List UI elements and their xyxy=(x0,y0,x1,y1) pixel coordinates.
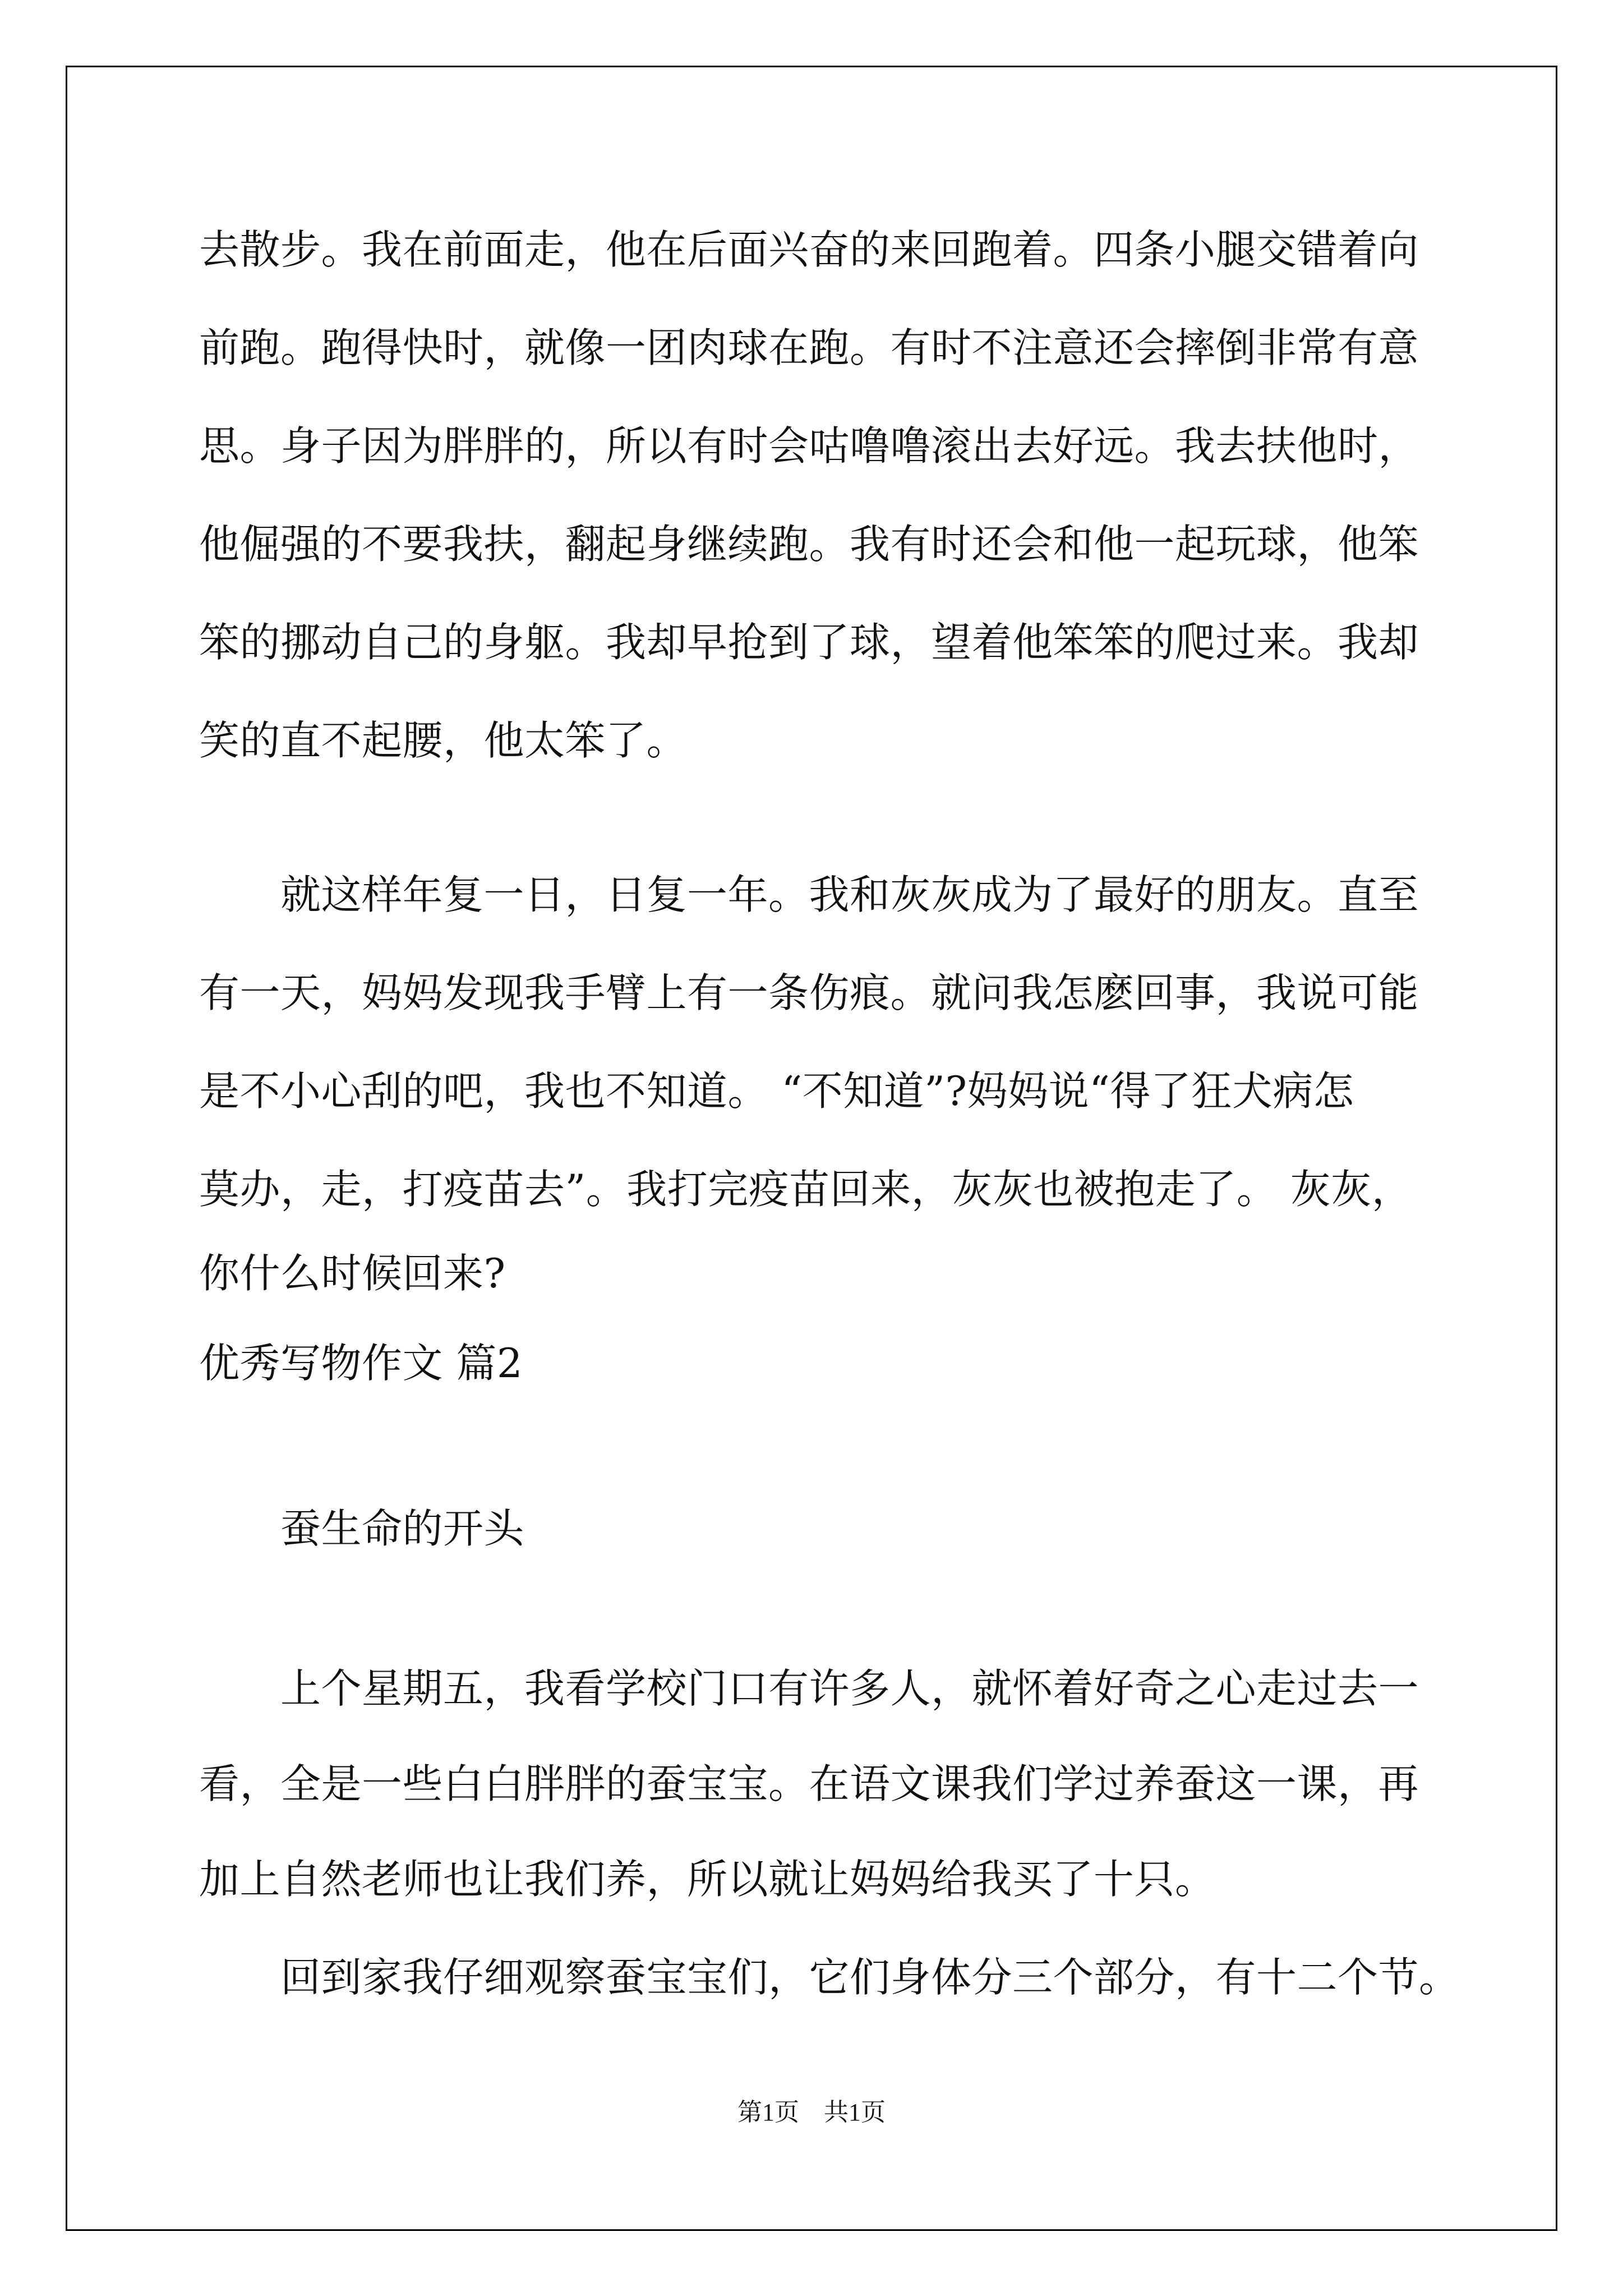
text-line: 上个星期五，我看学校门口有许多人，就怀着好奇之心走过去一 xyxy=(199,1665,1419,1712)
text-line: 是不小心刮的吧，我也不知道。 “不知道”?妈妈说“得了狂犬病怎 xyxy=(199,1068,1354,1115)
text-line: 莫办，走，打疫苗去”。我打完疫苗回来，灰灰也被抱走了。 灰灰， xyxy=(199,1166,1413,1213)
text-line: 笑的直不起腰，他太笨了。 xyxy=(199,717,688,764)
essay-title: 蚕生命的开头 xyxy=(199,1505,525,1552)
section-heading: 优秀写物作文 篇2 xyxy=(199,1340,523,1387)
text-line: 就这样年复一日，日复一年。我和灰灰成为了最好的朋友。直至 xyxy=(199,871,1419,918)
text-line: 看，全是一些白白胖胖的蚕宝宝。在语文课我们学过养蚕这一课，再 xyxy=(199,1760,1419,1807)
text-line: 加上自然老师也让我们养，所以就让妈妈给我买了十只。 xyxy=(199,1856,1216,1903)
text-line: 他倔强的不要我扶，翻起身继续跑。我有时还会和他一起玩球，他笨 xyxy=(199,521,1419,568)
text-line: 回到家我仔细观察蚕宝宝们，它们身体分三个部分，有十二个节。 xyxy=(199,1954,1460,2001)
page-footer: 第1页 共1页 xyxy=(737,2099,886,2126)
text-line: 有一天，妈妈发现我手臂上有一条伤痕。就问我怎麽回事，我说可能 xyxy=(199,969,1419,1016)
text-line: 前跑。跑得快时，就像一团肉球在跑。有时不注意还会摔倒非常有意 xyxy=(199,324,1419,371)
text-line: 你什么时候回来? xyxy=(199,1250,506,1297)
text-line: 笨的挪动自己的身躯。我却早抢到了球，望着他笨笨的爬过来。我却 xyxy=(199,619,1419,666)
text-line: 去散步。我在前面走，他在后面兴奋的来回跑着。四条小腿交错着向 xyxy=(199,226,1419,273)
text-line: 思。身子因为胖胖的，所以有时会咕噜噜滚出去好远。我去扶他时， xyxy=(199,422,1419,470)
